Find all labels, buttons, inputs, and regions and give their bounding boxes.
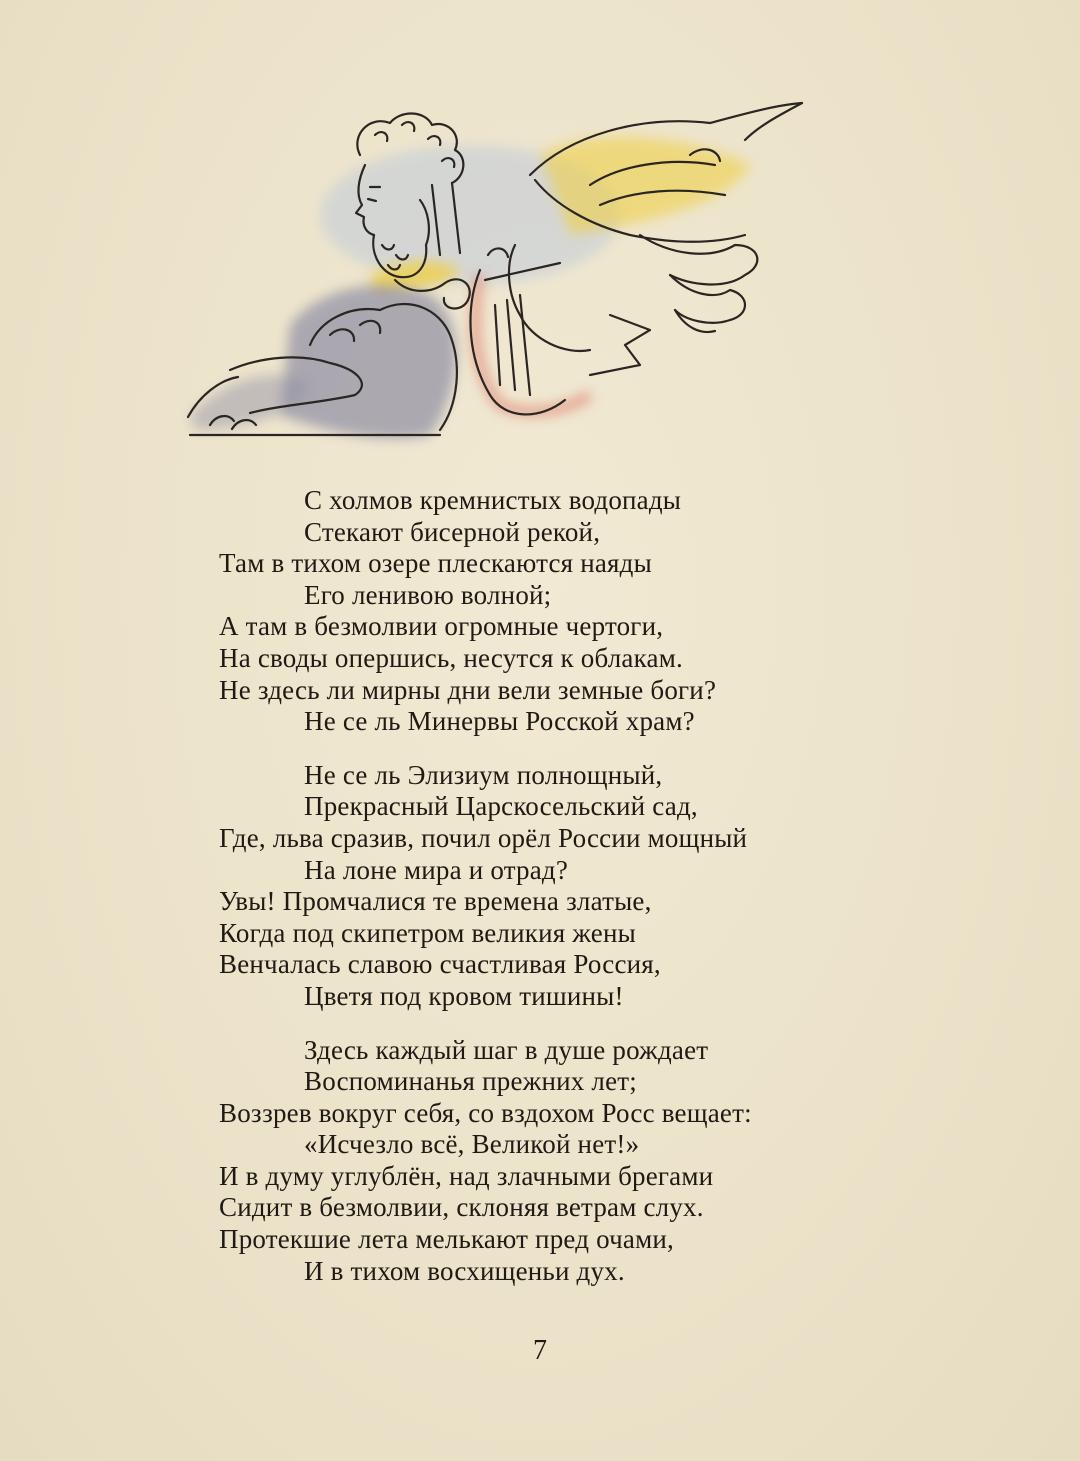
poem-line: Не се ль Минервы Росской храм?: [304, 706, 695, 737]
poem-line: Протекшие лета мелькают пред очами,: [219, 1224, 674, 1255]
poem-line: Воспоминанья прежних лет;: [304, 1066, 637, 1097]
yellow-wash-wing: [540, 137, 750, 235]
poem-line: Венчалась славою счастливая Россия,: [219, 949, 661, 980]
poem-line: Не здесь ли мирны дни вели земные боги?: [219, 674, 717, 705]
stanza-2: [0, 760, 1080, 1013]
stanza-3: [0, 1035, 1080, 1288]
poem-line: Цветя под кровом тишины!: [304, 980, 624, 1011]
poem-line: На своды опершись, несутся к облакам.: [219, 642, 683, 673]
poem-line: Здесь каждый шаг в душе рождает: [304, 1034, 709, 1065]
poem-line: Не се ль Элизиум полнощный,: [304, 759, 663, 790]
poem-line: А там в безмолвии огромные чертоги,: [219, 611, 664, 642]
grey-wash-paw: [190, 375, 310, 430]
poem-line: Стекают бисерной рекой,: [304, 516, 601, 547]
poem-line: Там в тихом озере плескаются наяды: [219, 548, 652, 579]
winged-sphinx-with-lyre-illustration: [170, 95, 810, 455]
poem: [0, 485, 1080, 1309]
poem-line: «Исчезло всё, Великой нет!»: [304, 1129, 640, 1160]
poem-line: Воззрев вокруг себя, со вздохом Росс вещает:: [219, 1097, 752, 1128]
page-number: 7: [533, 1335, 547, 1366]
poem-line: Его ленивою волной;: [304, 579, 552, 610]
poem-line: Сидит в безмолвии, склоняя ветрам слух.: [219, 1192, 704, 1223]
poem-line: Увы! Промчалися те времена златые,: [219, 886, 652, 917]
poem-line: Прекрасный Царскосельский сад,: [304, 791, 698, 822]
poem-line: Где, льва сразив, почил орёл России мощный: [219, 822, 748, 853]
poem-line: Когда под скипетром великия жены: [219, 917, 636, 948]
red-wash-lyre: [475, 275, 590, 412]
poem-line: С холмов кремнистых водопады: [304, 485, 682, 515]
poem-line: На лоне мира и отрад?: [304, 854, 569, 885]
poem-line: И в думу углублён, над злачными брегами: [219, 1160, 714, 1191]
poem-line: И в тихом восхищеньи дух.: [304, 1255, 625, 1286]
stanza-1: [0, 485, 1080, 738]
